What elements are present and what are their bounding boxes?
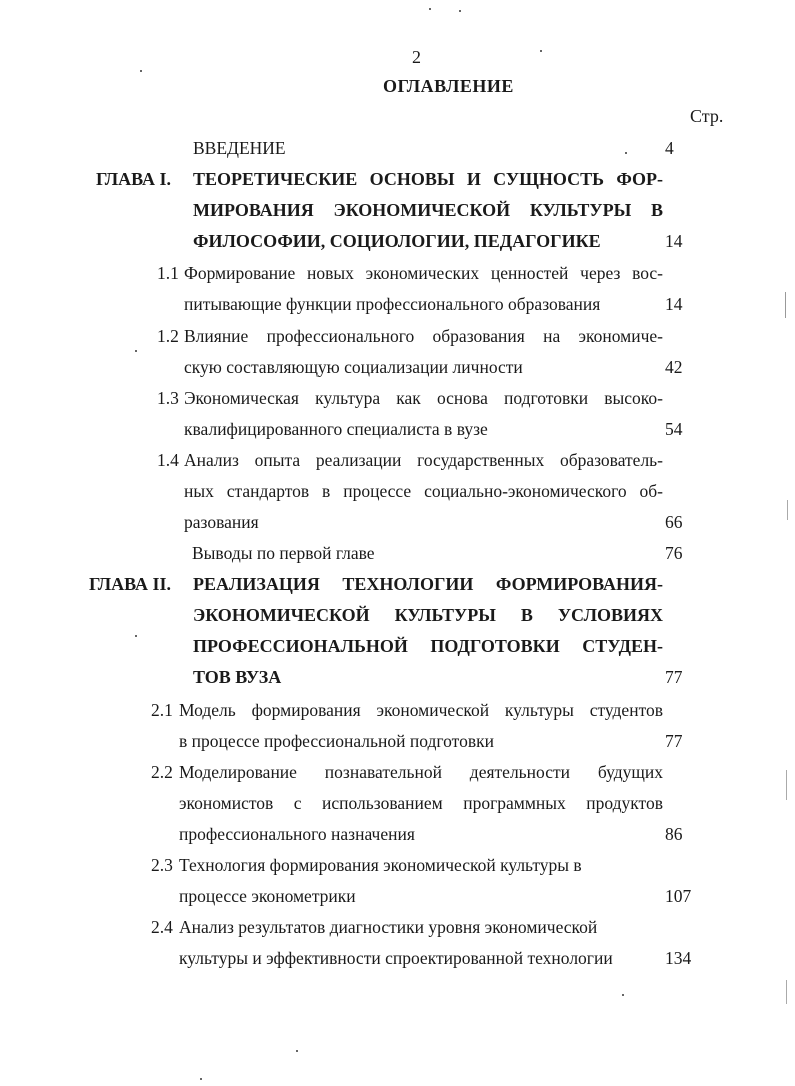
toc-s2-4-line: культуры и эффективности спроектированной технологии: [179, 948, 613, 968]
toc-s2-3-num: 2.3: [151, 855, 173, 875]
scan-speck: [135, 635, 137, 637]
toc-ch2-line: ТОВ ВУЗА: [193, 667, 282, 687]
toc-s2-3-line: Технология формирования экономической культуры в: [179, 855, 582, 875]
page-column-label: Стр.: [690, 106, 724, 126]
toc-s1-3-num: 1.3: [157, 388, 179, 408]
scan-speck: [459, 10, 461, 12]
toc-s1-4-num: 1.4: [157, 450, 179, 470]
toc-ch1-line: ТЕОРЕТИЧЕСКИЕ ОСНОВЫ И СУЩНОСТЬ ФОР-: [193, 169, 663, 189]
toc-ch2-line: ПРОФЕССИОНАЛЬНОЙ ПОДГОТОВКИ СТУДЕН-: [193, 636, 663, 656]
toc-ch1-line: МИРОВАНИЯ ЭКОНОМИЧЕСКОЙ КУЛЬТУРЫ В: [193, 200, 663, 220]
toc-s2-2-line: Моделирование познавательной деятельности будущих: [179, 762, 663, 782]
toc-ch2-page: 77: [665, 667, 683, 687]
toc-s1-2-num: 1.2: [157, 326, 179, 346]
toc-s1-4-line: ных стандартов в процессе социально-экономического об-: [184, 481, 663, 501]
scan-edge-mark: [785, 292, 786, 318]
scan-edge-mark: [786, 770, 787, 800]
page-number: 2: [412, 47, 421, 67]
toc-concl1-page: 76: [665, 543, 683, 563]
scan-edge-mark: [786, 980, 787, 1004]
toc-ch1-line: ФИЛОСОФИИ, СОЦИОЛОГИИ, ПЕДАГОГИКЕ: [193, 231, 601, 251]
toc-s2-1-num: 2.1: [151, 700, 173, 720]
toc-s2-4-page: 134: [665, 948, 692, 968]
toc-s2-2-page: 86: [665, 824, 683, 844]
toc-s2-1-page: 77: [665, 731, 683, 751]
toc-s1-4-line: разования: [184, 512, 259, 532]
scan-edge-mark: [787, 500, 788, 520]
scan-speck: [622, 994, 624, 996]
toc-s1-3-line: квалифицированного специалиста в вузе: [184, 419, 488, 439]
toc-s1-1-line: Формирование новых экономических ценностей через вос-: [184, 263, 663, 283]
toc-ch2-line: РЕАЛИЗАЦИЯ ТЕХНОЛОГИИ ФОРМИРОВАНИЯ-: [193, 574, 663, 594]
scan-speck: [296, 1050, 298, 1052]
toc-s1-3-line: Экономическая культура как основа подготовки высоко-: [184, 388, 663, 408]
scan-speck: [200, 1078, 202, 1080]
toc-s2-3-page: 107: [665, 886, 692, 906]
toc-s2-3-line: процессе эконометрики: [179, 886, 356, 906]
toc-intro-page: 4: [665, 138, 674, 158]
toc-intro-title: ВВЕДЕНИЕ: [193, 138, 286, 158]
scan-speck: [135, 350, 137, 352]
toc-ch2-label: ГЛАВА II.: [89, 574, 172, 594]
toc-concl1-title: Выводы по первой главе: [192, 543, 375, 563]
toc-ch1-page: 14: [665, 231, 683, 251]
toc-ch2-line: ЭКОНОМИЧЕСКОЙ КУЛЬТУРЫ В УСЛОВИЯХ: [193, 605, 663, 625]
toc-s2-2-line: экономистов с использованием программных продуктов: [179, 793, 663, 813]
toc-s1-3-page: 54: [665, 419, 683, 439]
page-title: ОГЛАВЛЕНИЕ: [383, 76, 514, 96]
toc-s1-1-line: питывающие функции профессионального образования: [184, 294, 601, 314]
scan-speck: [140, 70, 142, 72]
toc-s2-2-line: профессионального назначения: [179, 824, 415, 844]
toc-ch1-label: ГЛАВА I.: [96, 169, 172, 189]
scan-speck: [625, 152, 627, 154]
toc-s2-1-line: в процессе профессиональной подготовки: [179, 731, 494, 751]
toc-s1-1-page: 14: [665, 294, 683, 314]
toc-s1-1-num: 1.1: [157, 263, 179, 283]
scan-speck: [540, 50, 542, 52]
toc-s2-4-line: Анализ результатов диагностики уровня экономической: [179, 917, 598, 937]
toc-s1-2-page: 42: [665, 357, 683, 377]
toc-s1-2-line: скую составляющую социализации личности: [184, 357, 523, 377]
toc-s1-4-line: Анализ опыта реализации государственных образователь-: [184, 450, 663, 470]
toc-s2-2-num: 2.2: [151, 762, 173, 782]
scan-speck: [429, 8, 431, 10]
toc-s1-2-line: Влияние профессионального образования на экономиче-: [184, 326, 663, 346]
toc-s1-4-page: 66: [665, 512, 683, 532]
toc-s2-1-line: Модель формирования экономической культуры студентов: [179, 700, 663, 720]
toc-s2-4-num: 2.4: [151, 917, 173, 937]
